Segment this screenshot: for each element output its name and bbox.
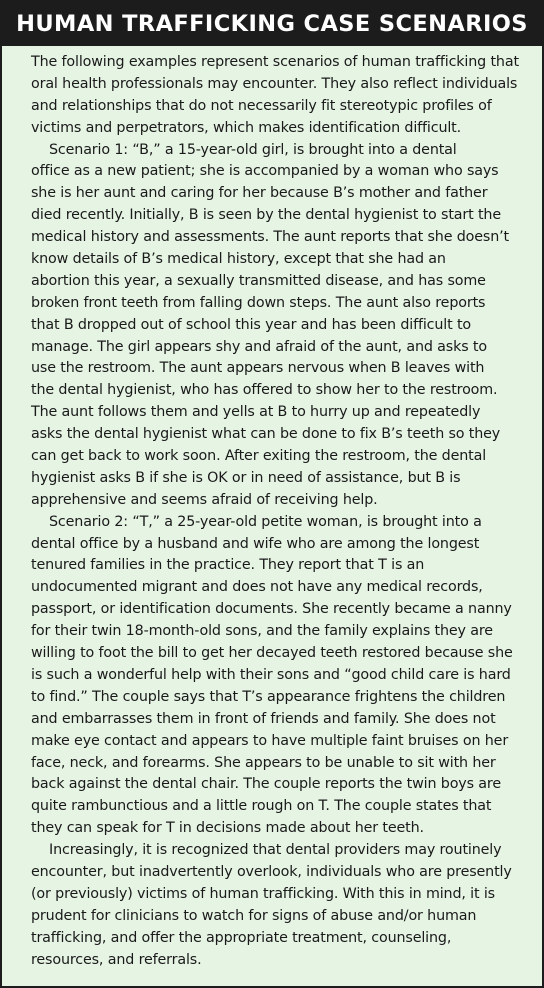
paragraph — [31, 140, 525, 512]
text-line: use the restroom. The aunt appears nervous when B leaves with — [31, 360, 485, 377]
text-line: and relationships that do not necessarily fit stereotypic profiles of — [31, 97, 492, 114]
text-line: they can speak for T in decisions made about her teeth. — [31, 820, 424, 837]
text-line: undocumented migrant and does not have any medical records, — [31, 579, 483, 596]
text-line: apprehensive and seems afraid of receiving help. — [31, 491, 378, 508]
text-line: back against the dental chair. The couple reports the twin boys are — [31, 776, 501, 793]
text-line: willing to foot the bill to get her decayed teeth restored because she — [31, 645, 513, 662]
text-line: broken front teeth from falling down steps. The aunt also reports — [31, 294, 486, 311]
text-line: the dental hygienist, who has offered to show her to the restroom. — [31, 382, 498, 399]
text-line: resources, and referrals. — [31, 951, 202, 968]
paragraph — [31, 52, 525, 140]
sidebar-body — [31, 52, 525, 971]
text-line: oral health professionals may encounter. They also reflect individuals — [31, 75, 518, 92]
text-line: prudent for clinicians to watch for signs of abuse and/or human — [31, 907, 477, 924]
paragraph — [31, 840, 525, 971]
text-line: quite rambunctious and a little rough on T. The couple states that — [31, 798, 492, 815]
text-line: The following examples represent scenarios of human trafficking that — [31, 54, 519, 70]
text-line: Scenario 1: “B,” a 15-year-old girl, is brought into a dental — [49, 141, 457, 158]
text-line: passport, or identification documents. She recently became a nanny — [31, 601, 512, 618]
sidebar-header — [2, 2, 542, 46]
text-line: Scenario 2: “T,” a 25-year-old petite woman, is brought into a — [49, 513, 482, 530]
text-line: medical history and assessments. The aunt reports that she doesn’t — [31, 229, 509, 246]
sidebar-title: HUMAN TRAFFICKING CASE SCENARIOS — [16, 11, 528, 37]
text-line: abortion this year, a sexually transmitted disease, and has some — [31, 272, 486, 289]
text-line: she is her aunt and caring for her because B’s mother and father — [31, 185, 488, 202]
text-line: office as a new patient; she is accompanied by a woman who says — [31, 163, 499, 180]
text-line: trafficking, and offer the appropriate treatment, counseling, — [31, 929, 452, 946]
text-line: can get back to work soon. After exiting the restroom, the dental — [31, 448, 487, 465]
text-line: for their twin 18-month-old sons, and the family explains they are — [31, 623, 493, 640]
text-line: The aunt follows them and yells at B to hurry up and repeatedly — [31, 404, 481, 421]
text-line: and embarrasses them in front of friends and family. She does not — [31, 710, 496, 727]
text-line: that B dropped out of school this year and has been difficult to — [31, 316, 472, 333]
text-line: face, neck, and forearms. She appears to be unable to sit with her — [31, 754, 496, 771]
text-line: dental office by a husband and wife who are among the longest — [31, 535, 480, 552]
text-line: manage. The girl appears shy and afraid of the aunt, and asks to — [31, 338, 487, 355]
text-line: Increasingly, it is recognized that dental providers may routinely — [49, 842, 502, 859]
text-line: know details of B’s medical history, except that she had an — [31, 251, 446, 268]
text-line: is such a wonderful help with their sons and “good child care is hard — [31, 666, 511, 683]
text-line: hygienist asks B if she is OK or in need of assistance, but B is — [31, 469, 461, 486]
text-line: (or previously) victims of human trafficking. With this in mind, it is — [31, 885, 495, 902]
text-line: victims and perpetrators, which makes identification difficult. — [31, 119, 462, 136]
text-line: make eye contact and appears to have multiple faint bruises on her — [31, 732, 509, 749]
text-line: died recently. Initially, B is seen by the dental hygienist to start the — [31, 207, 501, 224]
text-line: encounter, but inadvertently overlook, individuals who are presently — [31, 863, 512, 880]
text-line: asks the dental hygienist what can be done to fix B’s teeth so they — [31, 426, 501, 443]
paragraph — [31, 512, 525, 840]
text-line: to find.” The couple says that T’s appearance frightens the children — [31, 688, 506, 705]
text-line: tenured families in the practice. They report that T is an — [31, 557, 425, 574]
